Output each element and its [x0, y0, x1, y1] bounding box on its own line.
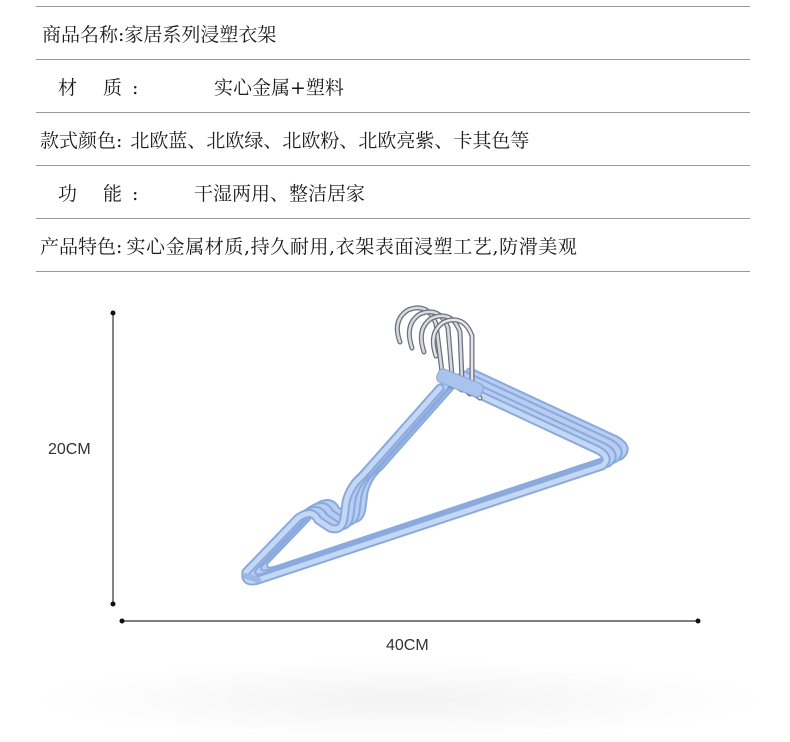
spec-value: 干湿两用、整洁居家	[194, 182, 366, 205]
width-dimension-right-dot	[696, 619, 701, 624]
spec-value: 北欧蓝、北欧绿、北欧粉、北欧亮紫、卡其色等	[130, 129, 530, 152]
spec-row-colors	[36, 112, 750, 165]
width-dimension-left-dot	[120, 619, 125, 624]
spec-value: 实心金属+塑料	[214, 76, 344, 99]
spec-label: 功 能:	[58, 182, 149, 205]
spec-table	[36, 6, 750, 272]
width-dimension-label: 40CM	[386, 637, 429, 654]
spec-value: 家居系列浸塑衣架	[124, 23, 277, 46]
spec-label: 商品名称:	[42, 23, 125, 46]
hanger-stack	[246, 372, 624, 581]
height-dimension-label: 20CM	[48, 441, 91, 458]
spec-label: 款式颜色:	[40, 129, 123, 152]
spec-row-function	[36, 165, 750, 218]
spec-label: 材 质:	[58, 76, 149, 99]
dimension-lines	[111, 311, 701, 624]
product-figure	[0, 280, 790, 740]
height-dimension-bottom-dot	[111, 602, 116, 607]
spec-row-features	[36, 218, 750, 272]
height-dimension-top-dot	[111, 311, 116, 316]
spec-label: 产品特色:	[40, 235, 123, 258]
hanger-illustration	[0, 280, 790, 740]
spec-row-product-name	[36, 6, 750, 59]
spec-row-material	[36, 59, 750, 112]
spec-value: 实心金属材质,持久耐用,衣架表面浸塑工艺,防滑美观	[126, 235, 578, 258]
